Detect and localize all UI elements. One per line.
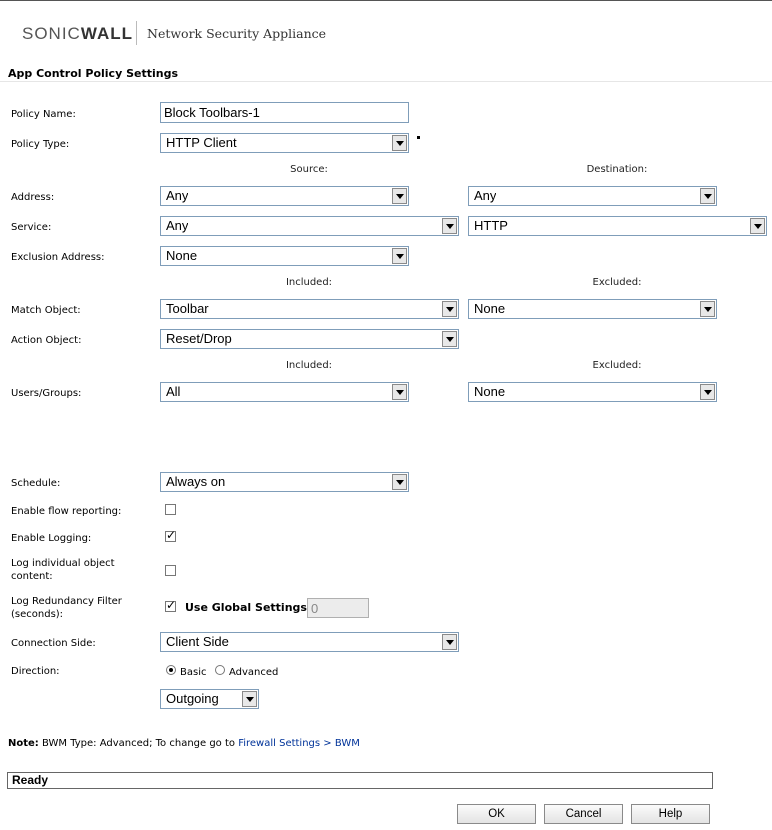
match-included-heading: Included: [285,277,333,288]
match-object-excluded-select[interactable]: None [468,299,717,319]
chevron-down-icon [392,135,407,151]
action-object-label: Action Object: [11,335,82,346]
direction-advanced-label: Advanced [229,667,279,678]
chevron-down-icon [700,188,715,204]
chevron-down-icon [392,474,407,490]
policy-name-input[interactable]: Block Toolbars-1 [160,102,409,123]
source-address-select[interactable]: Any [160,186,409,206]
help-button[interactable]: Help [631,804,710,824]
firewall-settings-link[interactable]: Firewall Settings > BWM [238,738,360,749]
redundancy-seconds-input[interactable]: 0 [307,598,369,618]
address-label: Address: [11,192,55,203]
direction-advanced-radio[interactable] [215,665,225,675]
flow-reporting-checkbox[interactable] [165,504,176,515]
users-included-select[interactable]: All [160,382,409,402]
top-border [0,0,772,1]
policy-name-label: Policy Name: [11,109,76,120]
exclusion-address-select[interactable]: None [160,246,409,266]
exclusion-address-label: Exclusion Address: [11,252,105,263]
destination-heading: Destination: [586,164,648,175]
chevron-down-icon [700,384,715,400]
match-object-label: Match Object: [11,305,81,316]
chevron-down-icon [392,188,407,204]
info-marker [417,136,420,139]
destination-service-select[interactable]: HTTP [468,216,767,236]
use-global-settings-label: Use Global Settings [185,601,307,614]
source-heading: Source: [290,164,328,175]
users-groups-label: Users/Groups: [11,388,82,399]
match-object-included-select[interactable]: Toolbar [160,299,459,319]
chevron-down-icon [442,331,457,347]
log-redundancy-label: Log Redundancy Filter (seconds): [11,596,122,620]
policy-type-label: Policy Type: [11,139,70,150]
bwm-note: Note: BWM Type: Advanced; To change go to Firewall Settings > BWM [8,738,360,749]
chevron-down-icon [750,218,765,234]
users-excluded-select[interactable]: None [468,382,717,402]
users-excluded-heading: Excluded: [592,360,642,371]
connection-side-label: Connection Side: [11,638,96,649]
log-individual-checkbox[interactable] [165,565,176,576]
page-title: App Control Policy Settings [8,67,178,80]
source-service-select[interactable]: Any [160,216,459,236]
match-excluded-heading: Excluded: [592,277,642,288]
chevron-down-icon [442,634,457,650]
ok-button[interactable]: OK [457,804,536,824]
status-bar: Ready [7,772,713,789]
log-individual-label: Log individual object content: [11,558,115,582]
policy-type-select[interactable]: HTTP Client [160,133,409,153]
action-object-select[interactable]: Reset/Drop [160,329,459,349]
chevron-down-icon [442,218,457,234]
logo-divider [136,21,137,45]
chevron-down-icon [442,301,457,317]
chevron-down-icon [392,248,407,264]
direction-basic-radio[interactable] [166,665,176,675]
connection-side-select[interactable]: Client Side [160,632,459,652]
use-global-settings-checkbox[interactable] [165,601,176,612]
title-divider [0,81,772,82]
direction-basic-label: Basic [180,667,207,678]
cancel-button[interactable]: Cancel [544,804,623,824]
service-label: Service: [11,222,52,233]
enable-logging-checkbox[interactable] [165,531,176,542]
schedule-select[interactable]: Always on [160,472,409,492]
product-name: Network Security Appliance [147,26,327,41]
users-included-heading: Included: [285,360,333,371]
schedule-label: Schedule: [11,478,61,489]
chevron-down-icon [242,691,257,707]
chevron-down-icon [700,301,715,317]
chevron-down-icon [392,384,407,400]
enable-logging-label: Enable Logging: [11,533,92,544]
flow-reporting-label: Enable flow reporting: [11,506,122,517]
sonicwall-logo: SONICWALL [22,24,133,43]
direction-select[interactable]: Outgoing [160,689,259,709]
direction-label: Direction: [11,666,60,677]
destination-address-select[interactable]: Any [468,186,717,206]
